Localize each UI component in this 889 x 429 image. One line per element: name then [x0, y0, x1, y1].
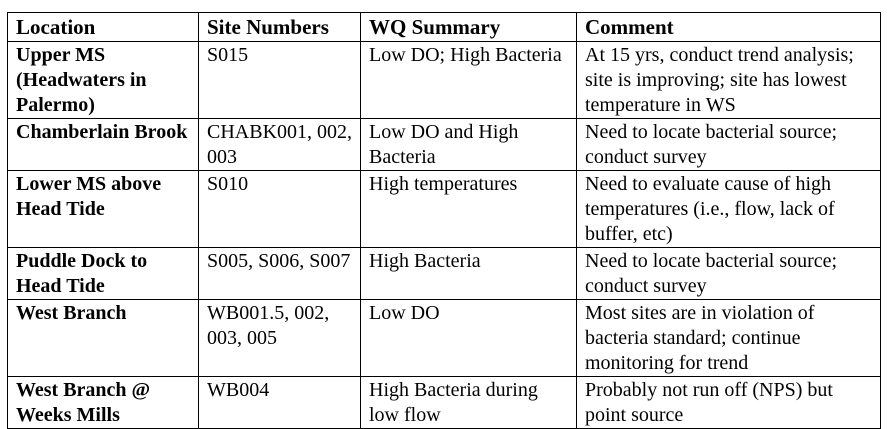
comment-cell: Probably not run off (NPS) but point source	[577, 377, 881, 429]
location-cell: Chamberlain Brook	[8, 119, 199, 171]
wq-summary-cell: Low DO; High Bacteria	[361, 42, 577, 119]
wq-summary-cell: High temperatures	[361, 171, 577, 248]
wq-summary-cell: High Bacteria during low flow	[361, 377, 577, 429]
table-row	[8, 377, 881, 429]
site-numbers-cell: CHABK001, 002, 003	[199, 119, 361, 171]
header-site-numbers: Site Numbers	[199, 13, 361, 42]
table-body	[8, 42, 881, 429]
water-quality-table	[7, 12, 881, 429]
header-row	[8, 13, 881, 42]
site-numbers-cell: S010	[199, 171, 361, 248]
comment-cell: Need to evaluate cause of high temperatures (i.e., flow, lack of buffer, etc)	[577, 171, 881, 248]
table-row	[8, 171, 881, 248]
comment-cell: At 15 yrs, conduct trend analysis; site is improving; site has lowest temperature in WS	[577, 42, 881, 119]
site-numbers-cell: S005, S006, S007	[199, 248, 361, 300]
header-comment: Comment	[577, 13, 881, 42]
site-numbers-cell: WB004	[199, 377, 361, 429]
wq-summary-cell: Low DO and High Bacteria	[361, 119, 577, 171]
comment-cell: Most sites are in violation of bacteria standard; continue monitoring for trend	[577, 300, 881, 377]
location-cell: West Branch	[8, 300, 199, 377]
location-cell: Upper MS (Headwaters in Palermo)	[8, 42, 199, 119]
wq-summary-cell: High Bacteria	[361, 248, 577, 300]
table-row	[8, 119, 881, 171]
site-numbers-cell: WB001.5, 002, 003, 005	[199, 300, 361, 377]
table-row	[8, 248, 881, 300]
location-cell: West Branch @ Weeks Mills	[8, 377, 199, 429]
table-header	[8, 13, 881, 42]
header-wq-summary: WQ Summary	[361, 13, 577, 42]
table-row	[8, 42, 881, 119]
table-row	[8, 300, 881, 377]
site-numbers-cell: S015	[199, 42, 361, 119]
header-location: Location	[8, 13, 199, 42]
wq-summary-cell: Low DO	[361, 300, 577, 377]
comment-cell: Need to locate bacterial source; conduct survey	[577, 248, 881, 300]
comment-cell: Need to locate bacterial source; conduct survey	[577, 119, 881, 171]
location-cell: Puddle Dock to Head Tide	[8, 248, 199, 300]
location-cell: Lower MS above Head Tide	[8, 171, 199, 248]
